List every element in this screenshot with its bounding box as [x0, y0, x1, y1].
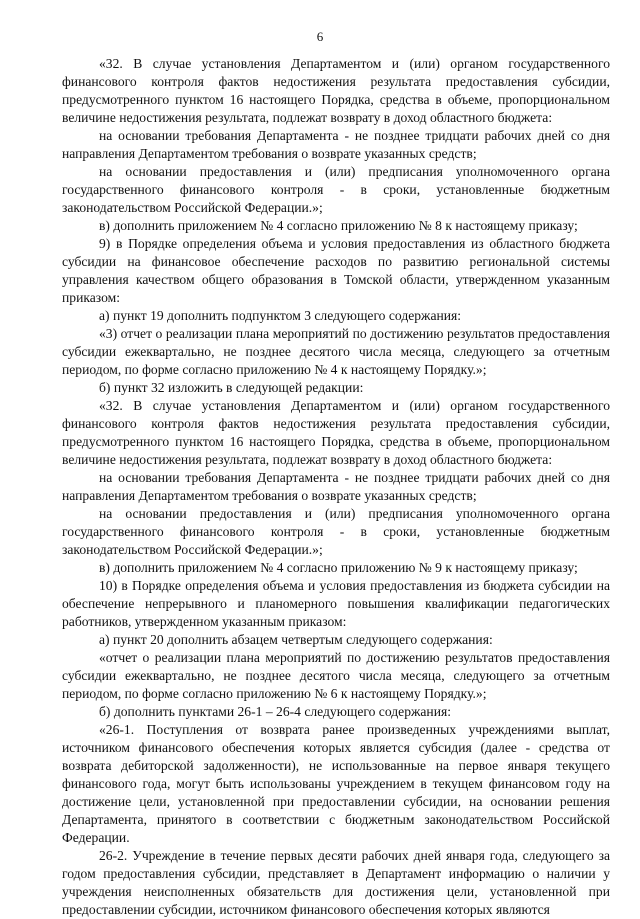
page-number: 6	[316, 29, 324, 44]
paragraph: на основании предоставления и (или) предписания уполномоченного органа государственного финансового контроля - в сроки, установленные бюджетным законодательством Российской Федерации.»;	[62, 164, 610, 215]
paragraph: б) дополнить пунктами 26-1 – 26-4 следующего содержания:	[99, 704, 451, 719]
document-body	[62, 55, 610, 919]
paragraph: б) пункт 32 изложить в следующей редакции:	[99, 380, 364, 395]
paragraph: 9) в Порядке определения объема и условия предоставления из областного бюджета субсидии на финансовое обеспечение расходов по развитию региональной системы управления качеством общего образования в Томской области, утвержденном указанным приказом:	[62, 236, 610, 305]
paragraph: «отчет о реализации плана мероприятий по достижению результатов предоставления субсидии ежеквартально, не позднее десятого числа месяца, следующего за отчетным периодом, по форме согласно приложению № 6 к настоящему Порядку.»;	[62, 650, 610, 701]
paragraph: «32. В случае установления Департаментом и (или) органом государственного финансового контроля фактов недостижения результата предоставления субсидии, предусмотренного пунктом 16 настоящего Порядка, средства в объеме, пропорциональном величине недостижения результата, подлежат возврату в доход областного бюджета:	[62, 398, 610, 467]
paragraph: «26-1. Поступления от возврата ранее произведенных учреждениями выплат, источником финансового обеспечения которых является субсидия (далее - средства от возврата дебиторской задолженности), не использованные на первое января текущего финансового года, могут быть использованы учреждением в текущем финансовом году на достижение цели, установленной при предоставлении субсидии, на основании решения Департамента, принятого в соответствии с бюджетным законодательством Российской Федерации.	[62, 722, 610, 845]
paragraph: на основании требования Департамента - не позднее тридцати рабочих дней со дня направления Департаментом требования о возврате указанных средств;	[62, 470, 610, 503]
paragraph: в) дополнить приложением № 4 согласно приложению № 8 к настоящему приказу;	[99, 218, 578, 233]
paragraph: на основании требования Департамента - не позднее тридцати рабочих дней со дня направления Департаментом требования о возврате указанных средств;	[62, 128, 610, 161]
paragraph: 26-2. Учреждение в течение первых десяти рабочих дней января года, следующего за годом предоставления субсидии, представляет в Департамент информацию о наличии у учреждения неисполненных обязательств для достижения цели, установленной при предоставлении субсидии, источником финансового обеспечения которых являются	[62, 848, 610, 917]
paragraph: 10) в Порядке определения объема и условия предоставления из бюджета субсидии на обеспечение непрерывного и планомерного повышения квалификации педагогических работников, утвержденном указанным приказом:	[62, 578, 610, 629]
paragraph: «3) отчет о реализации плана мероприятий по достижению результатов предоставления субсидии ежеквартально, не позднее десятого числа месяца, следующего за отчетным периодом, по форме согласно приложению № 4 к настоящему Порядку.»;	[62, 326, 610, 377]
paragraph: а) пункт 19 дополнить подпунктом 3 следующего содержания:	[99, 308, 462, 323]
paragraph: а) пункт 20 дополнить абзацем четвертым следующего содержания:	[99, 632, 493, 647]
paragraph: в) дополнить приложением № 4 согласно приложению № 9 к настоящему приказу;	[99, 560, 578, 575]
paragraph: «32. В случае установления Департаментом и (или) органом государственного финансового контроля фактов недостижения результата предоставления субсидии, предусмотренного пунктом 16 настоящего Порядка, средства в объеме, пропорциональном величине недостижения результата, подлежат возврату в доход областного бюджета:	[62, 56, 610, 125]
paragraph: на основании предоставления и (или) предписания уполномоченного органа государственного финансового контроля - в сроки, установленные бюджетным законодательством Российской Федерации.»;	[62, 506, 610, 557]
